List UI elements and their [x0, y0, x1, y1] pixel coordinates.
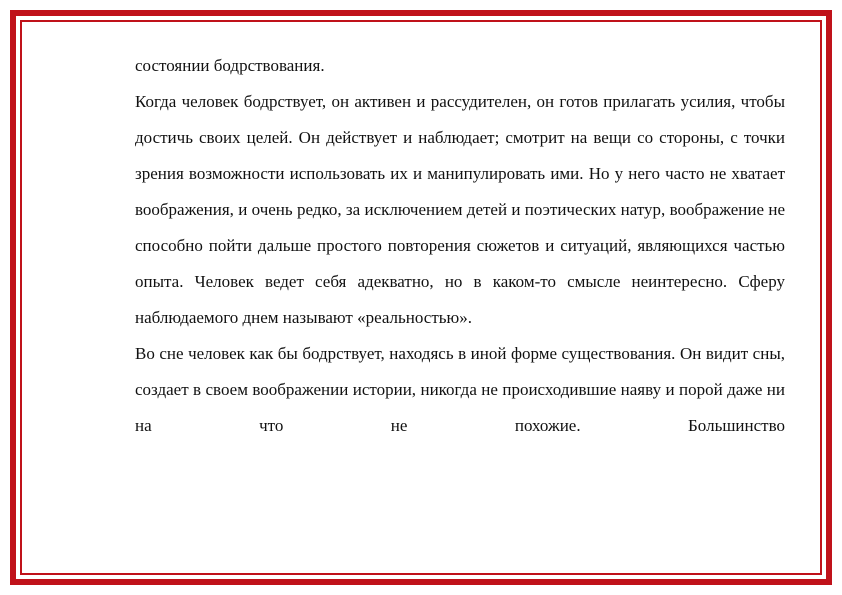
- paragraph-2: Когда человек бодрствует, он активен и рассудителен, он готов прилагать усилия, чтобы достичь своих целей. Он действует и наблюдает; смотрит на вещи со стороны, с точки зрения возможности использовать их и манипулировать ими. Но у него часто не хватает воображения, и очень редко, за исключением детей и поэтических натур, воображение не способно пойти дальше простого повторения сюжетов и ситуаций, являющихся частью опыта. Человек ведет себя адекватно, но в каком-то смысле неинтересно. Сферу наблюдаемого днем называют «реальностью».: [135, 92, 785, 327]
- paragraph-1: состоянии бодрствования.: [135, 56, 325, 75]
- paragraph-3: Во сне человек как бы бодрствует, находясь в иной форме существования. Он видит сны, создает в своем воображении истории, никогда не происходившие наяву и порой даже ни на что не похожие. Большинство: [135, 344, 785, 435]
- body-text: [135, 48, 785, 444]
